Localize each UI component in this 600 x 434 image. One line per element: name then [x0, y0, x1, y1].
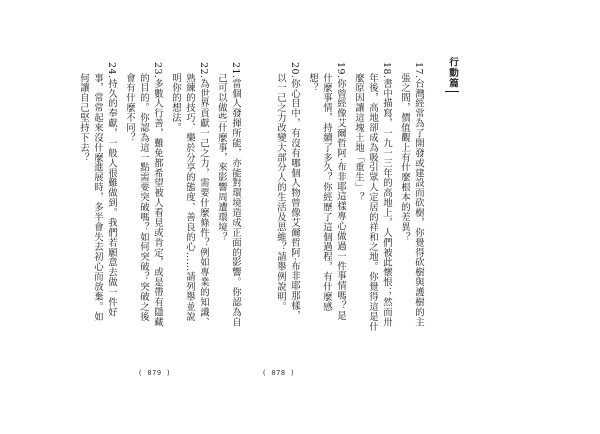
question-18-line-1: 18.書中描寫，一九一三年的高地上，人們被此懷恨；然而卅 [381, 62, 392, 328]
question-23-line-1: 23.多數人行善，難免都希望被人看見或肯定，或是帶有隱藏 [152, 62, 163, 328]
question-17-line-2: 張之間，價值觀上有什麼根本的差異？ [399, 73, 410, 242]
question-22-line-3: 明你的想法。 [170, 73, 181, 133]
page-number-right: ( 078 ) [262, 369, 296, 377]
question-23-line-3: 會有什麼不同？ [124, 73, 135, 143]
question-18-line-3: 麼原因讓這塊土地「重生」？ [353, 73, 364, 203]
question-22-line-1: 22.為世界貢獻一己之力，需要什麼條件？例如專業的知識、 [198, 62, 209, 328]
question-24-line-3: 何讓自己堅持下去？ [78, 73, 89, 163]
question-17-line-1: 17.台灣經常為了開發或建設而砍樹，你覺得砍樹與護樹的主 [413, 62, 424, 328]
question-19-line-2: 什麼事情，持續了多久？你經歷了這個過程，有什麼感 [321, 73, 332, 312]
section-title: 行動篇 [445, 57, 459, 92]
question-24-line-1: 24.持久的奉獻，一般人很難做到。我們若願意去做一件好 [106, 62, 117, 318]
question-20-line-1: 20.你心目中，有沒有哪個人物曾像艾爾哲阿‧布非耶那樣， [289, 62, 300, 321]
page-number-left: ( 079 ) [138, 369, 172, 377]
question-24-line-2: 事，常常起來沒什麼進展時，多半會失去初心而放棄。如 [92, 73, 103, 322]
question-19-line-3: 想？ [307, 73, 318, 93]
question-21-line-1: 21.當個人發揮所能，亦能對環境造成正面的影響。你認為自 [230, 62, 241, 328]
question-23-line-2: 的目的。你認為這一點需要突破嗎？如何突破？突破之後 [138, 73, 149, 322]
question-22-line-2: 熟練的技巧、樂於分享的態度、善良的心……請列舉並說 [184, 73, 195, 322]
question-19-line-1: 19.你曾經像艾爾哲阿‧布非耶這樣專心做過一件事情嗎？是 [335, 62, 346, 321]
question-20-line-2: 以一己之力改變大部分人的生活及思維？請舉例說明。 [275, 73, 286, 312]
question-21-line-2: 己可以做些什麼事，來影響周遭環境？ [216, 73, 227, 242]
question-18-line-2: 年後，高地卻成為吸引眾人定居的祥和之地。你覺得這是什 [367, 73, 378, 332]
